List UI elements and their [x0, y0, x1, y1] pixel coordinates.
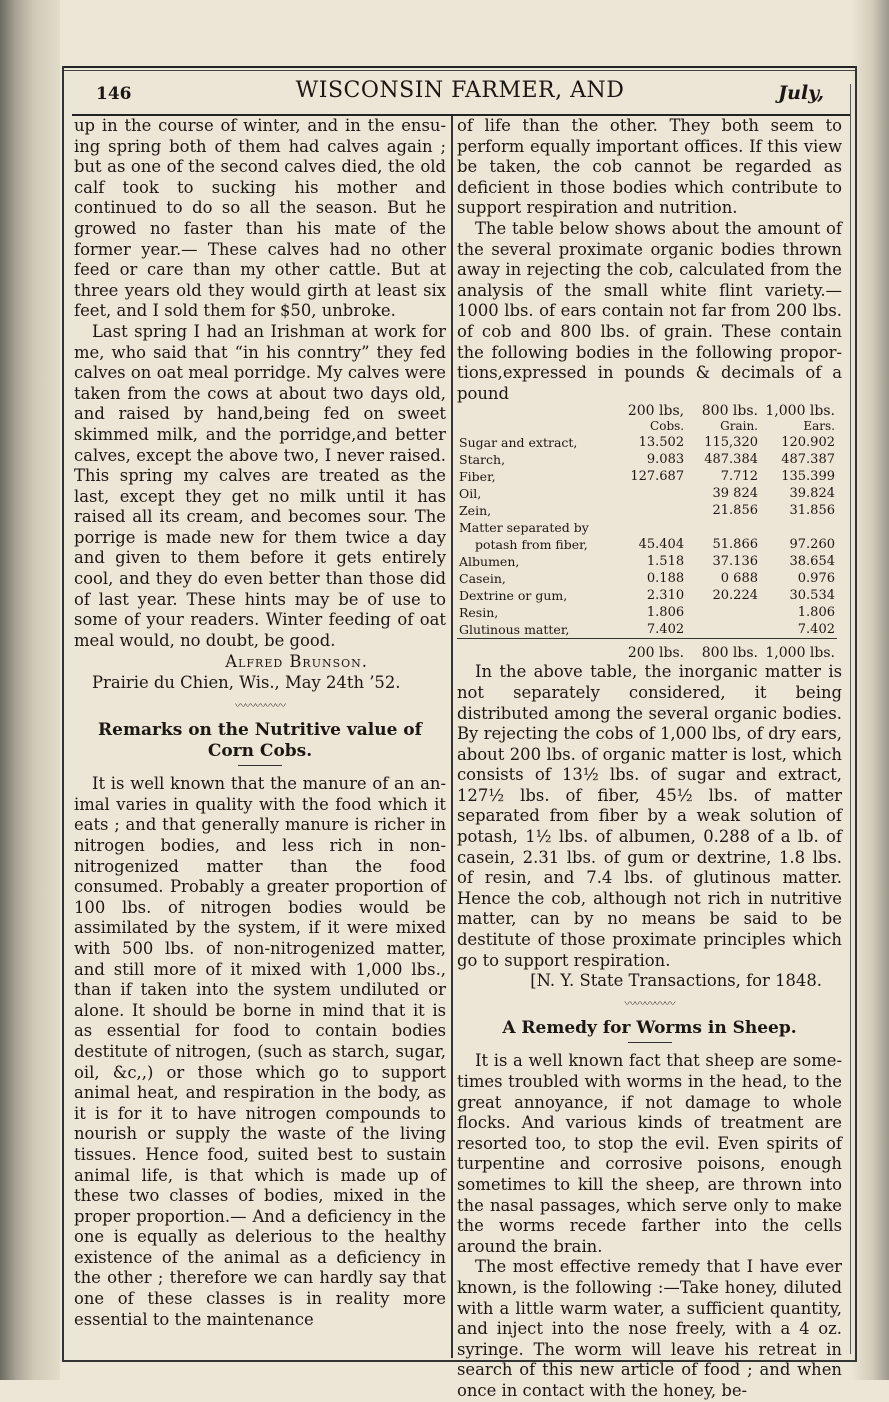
row-label: Oil,	[459, 486, 482, 502]
table-row	[457, 570, 837, 587]
source-citation: [N. Y. State Transactions, for 1848.	[530, 971, 822, 991]
row-label: Albumen,	[459, 554, 520, 570]
row-label: Zein,	[459, 503, 492, 519]
column-header: Grain.	[720, 419, 758, 434]
title-underline	[238, 765, 282, 766]
cell-ears: 135.399	[781, 469, 835, 485]
table-row	[457, 587, 837, 604]
letter-place-date: Prairie du Chien, Wis., May 24th ’52.	[92, 673, 401, 693]
table-row	[457, 519, 837, 536]
column-header: Cobs.	[650, 419, 685, 434]
cell-cob: 13.502	[638, 435, 685, 451]
after-table-paragraph: In the above table, the inorganic matter is not separately considered, it being distributed among the several organic bodies. By rejecting the cobs of 1,000 lbs, of dry ears, about 200 lbs. of organic matter is lost, which consists of 13½ lbs. of sugar and extract, 127½ lbs. of fiber, 45½ lbs. of matter separated from fiber by a weak solution of potash, 1½ lbs. of albumen, 0.288 of a lb. of casein, 2.31 lbs. of gum or dextrine, 1.8 lbs. of resin, and 7.4 lbs. of glutinous matter. Hence the cob, although not rich in nutritive matter, can by no means be said to be destitute of those proximate principles which go to support respiration.	[457, 662, 842, 970]
cell-grain	[686, 604, 760, 621]
row-label: Fiber,	[459, 469, 496, 485]
cell-grain: 115,320	[704, 435, 758, 451]
article-paragraph: The most effective remedy that I have ever known, is the following :—Take honey, diluted with a little warm water, a sufficient quantity, and inject into the nose freely, with a 4 oz. syringe. The worm will leave his retreat in search of this new article of food ; and when once in contact with the honey, be-	[457, 1257, 842, 1400]
total-grain: 800 lbs.	[686, 639, 760, 663]
cell-ears: 39.824	[789, 486, 835, 502]
cell-cob: 45.404	[638, 537, 685, 553]
cell-ears: 487.387	[781, 452, 835, 468]
cell-grain: 487.384	[704, 452, 758, 468]
continuation-paragraph: of life than the other. They both seem to perform equally important offices. If this view be taken, the cob cannot be regarded as deficient in those bodies which contribute to support respiration and nutrition.	[457, 116, 842, 218]
letter-signature: Alfred Brunson.	[225, 652, 368, 672]
total-cob: 200 lbs.	[612, 639, 686, 663]
title-underline	[628, 1042, 672, 1043]
cell-cob	[612, 502, 686, 519]
table-header-kinds	[457, 419, 837, 434]
table-row	[457, 502, 837, 519]
column-header: 800 lbs.	[701, 403, 758, 420]
table-totals-row	[457, 639, 837, 663]
total-ears: 1,000 lbs.	[760, 639, 837, 663]
article-paragraph: It is a well known fact that sheep are sometimes troubled with worms in the head, to the great annoyance, if not damage to whole flocks. And various kinds of treatment are resorted too, to stop the evil. Even spirits of turpentine and corrosive poisons, enough sometimes to kill the sheep, are thrown into the nasal passages, which serve only to make the worms recede farther into the cells around the brain.	[457, 1051, 842, 1256]
row-label: Glutinous matter,	[459, 622, 570, 638]
composition-table	[457, 404, 837, 662]
table-row	[457, 434, 837, 451]
cell-cob: 2.310	[646, 588, 685, 604]
cell-grain: 7.712	[720, 469, 758, 485]
column-divider	[451, 116, 453, 1358]
row-label: Resin,	[459, 605, 499, 621]
cell-cob	[612, 485, 686, 502]
table-row	[457, 536, 837, 553]
cell-cob: 1.518	[646, 554, 685, 570]
journal-title: WISCONSIN FARMER, AND	[295, 78, 625, 103]
cell-cob: 1.806	[646, 605, 685, 621]
scanned-page-edge-left	[0, 0, 60, 1380]
page-border-top	[62, 66, 857, 68]
row-label: Matter separated by	[459, 520, 589, 536]
cell-ears: 38.654	[789, 554, 835, 570]
column-header: Ears.	[803, 419, 835, 434]
article-title-corn-cobs: Remarks on the Nutritive value of Corn Cobs.	[98, 720, 422, 762]
table-row	[457, 485, 837, 502]
table-header-units	[457, 404, 837, 419]
cell-cob: 7.402	[646, 622, 685, 638]
table-row	[457, 604, 837, 621]
cell-ears: 97.260	[789, 537, 835, 553]
section-divider-flourish: 〰〰〰〰〰	[235, 698, 285, 712]
cell-cob: 0.188	[646, 571, 685, 587]
cell-grain: 37.136	[712, 554, 758, 570]
table-row	[457, 621, 837, 639]
cell-ears: 30.534	[789, 588, 835, 604]
cell-grain	[686, 621, 760, 639]
right-column	[457, 116, 842, 1402]
row-label: Starch,	[459, 452, 506, 468]
cell-ears: 7.402	[797, 622, 835, 638]
cell-grain: 39 824	[712, 486, 758, 502]
column-header: 1,000 lbs.	[765, 403, 835, 420]
cell-grain: 51.866	[712, 537, 758, 553]
cell-cob: 127.687	[630, 469, 685, 485]
page-border-right-inner	[850, 84, 851, 1354]
section-divider-flourish: 〰〰〰〰〰	[624, 996, 675, 1010]
page-header	[72, 74, 848, 112]
cell-grain: 20.224	[712, 588, 758, 604]
cell-grain: 0 688	[720, 571, 758, 587]
table-row	[457, 451, 837, 468]
cell-ears: 31.856	[789, 503, 835, 519]
cell-ears: 1.806	[797, 605, 835, 621]
letter-paragraph: up in the course of winter, and in the ensuing spring both of them had calves again ; but as one of the second calves died, the old calf took to sucking his mother and continued to do so all the season. But he growed no faster than his mate of the former year.— These calves had no other feed or care than my other cattle. But at three years old they would girth at least six feet, and I sold them for $50, unbroke.	[74, 116, 446, 321]
table-intro-paragraph: The table below shows about the amount of the several proximate organic bodies thrown away in rejecting the cob, calculated from the analysis of the small white flint variety.— 1000 lbs. of ears contain not far from 200 lbs. of cob and 800 lbs. of grain. These contain the following bodies in the following proportions,expressed in pounds & decimals of a pound	[457, 218, 842, 403]
table-row	[457, 553, 837, 570]
page-border-left	[62, 66, 64, 1361]
issue-month: July,	[778, 82, 824, 104]
letter-paragraph: Last spring I had an Irishman at work for me, who said that “in his conntry” they fed calves on oat meal porridge. My calves were taken from the cows at about two days old, and raised by hand,being fed on sweet skimmed milk, and the porridge,and better calves, except the above two, I never raised. This spring my calves are treated as the last, except they get no milk until it has raised all its cream, and becomes sour. The porrige is made new for them twice a day and given to them before it gets entirely cool, and they do even better than those did of last year. These hints may be of use to some of your readers. Winter feeding of oat meal would, no doubt, be good.	[74, 321, 446, 650]
page-border-right	[855, 66, 857, 1361]
cell-cob: 9.083	[646, 452, 685, 468]
row-label: potash from fiber,	[475, 537, 588, 553]
row-label: Dextrine or gum,	[459, 588, 568, 604]
row-label: Sugar and extract,	[459, 435, 578, 451]
page-border-top-inner	[62, 70, 857, 71]
column-header: 200 lbs,	[627, 403, 685, 420]
table-row	[457, 468, 837, 485]
article-paragraph: It is well known that the manure of an animal varies in quality with the food which it eats ; and that generally manure is richer in nitrogen bodies, and less rich in non-nitrogenized matter than the food consumed. Probably a greater proportion of 100 lbs. of nitrogen bodies would be assimilated by the system, if it were mixed with 500 lbs. of non-nitrogenized matter, and still more of it mixed with 1,000 lbs., than if taken into the system undiluted or alone. It should be borne in mind that it is as essential for food to contain bodies destitute of nitrogen, (such as starch, sugar, oil, &c,,) or those which go to support animal heat, and respiration in the body, as it is for it to have nitrogen compounds to nourish or supply the waste of the living tissues. Hence food, suited best to sustain animal life, is that which is made up of these two classes of bodies, mixed in the proper proportion.— And a deficiency in the one is equally as delerious to the healthy existence of the animal as a deficiency in the other ; therefore we can hardly say that one of these classes is in reality more essential to the maintenance	[74, 774, 446, 1329]
cell-ears: 120.902	[781, 435, 835, 451]
page-number: 146	[96, 84, 132, 104]
cell-ears: 0.976	[797, 571, 835, 587]
cell-grain: 21.856	[712, 503, 758, 519]
row-label: Casein,	[459, 571, 506, 587]
left-column	[74, 116, 446, 1330]
article-title-worms-in-sheep: A Remedy for Worms in Sheep.	[502, 1018, 797, 1039]
